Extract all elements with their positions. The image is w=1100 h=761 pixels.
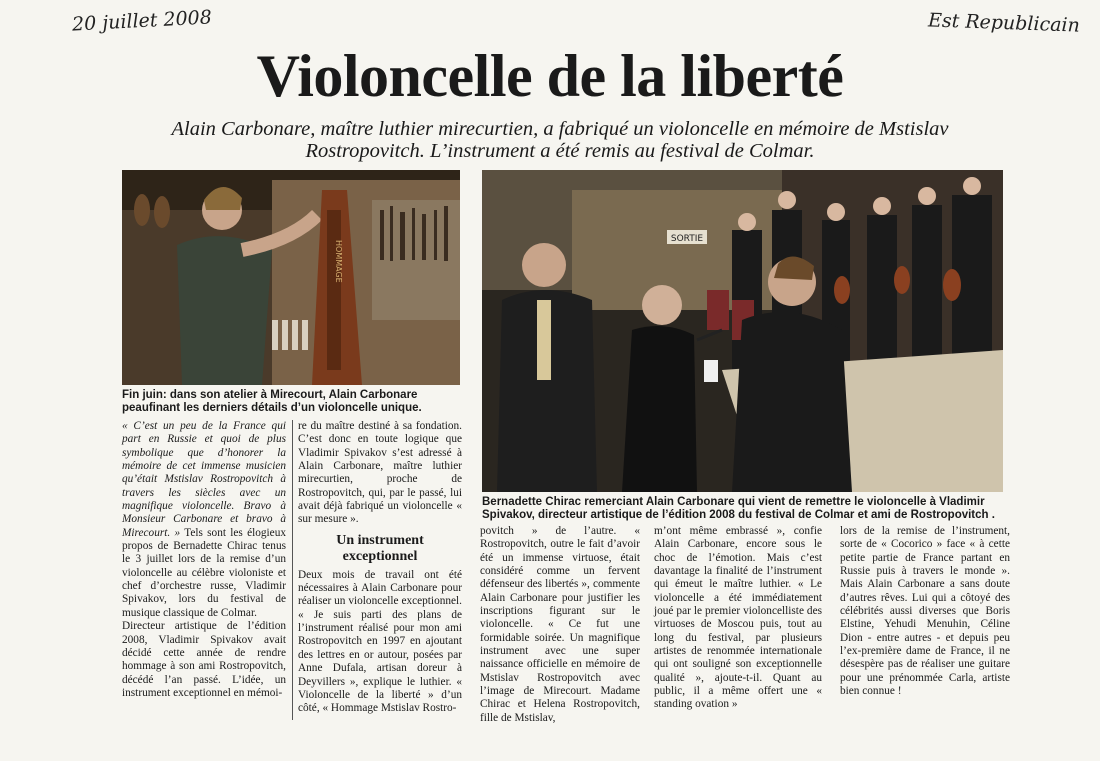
column-divider	[292, 420, 293, 720]
photo1-caption: Fin juin: dans son atelier à Mirecourt, Alain Carbonare peaufinant les derniers détails d’un violoncelle unique.	[122, 389, 422, 414]
column-5: lors de la remise de l’instrument, sorte de « Cocorico » face « à cette petite partie de France partant en Russie puis à travers le monde ». Mais Alain Carbonare a sans doute d’autres rêves. Lui qui a côtoyé des célébrités aussi diverses que Boris Elstine, Yehudi Menuhin, Céline Dion - entre autres - et depuis peu l’ex-première dame de France, il ne désespère pas de réaliser une guitare pour une prénommée Carla, artiste bien connue !	[840, 525, 1010, 698]
svg-text:HOMMAGE: HOMMAGE	[334, 240, 343, 283]
source-annotation: Est Republicain	[927, 9, 1081, 37]
date-annotation: 20 juillet 2008	[71, 6, 213, 36]
photo2-caption: Bernadette Chirac remerciant Alain Carbonare qui vient de remettre le violoncelle à Vladimir Spivakov, directeur artistique de l’édition 2008 du festival de Colmar et ami de Rostropovitch .	[482, 496, 995, 521]
column-4: m’ont même embrassé », confie Alain Carbonare, encore sous le choc de l’émotion. Mais c’est davantage la finalité de l’instrument qui émeut le maître luthier. « Le violoncelle a été immédiatement joué par le premier violoncelliste des virtuoses de Moscou puis, tout au long du festival, par plusieurs artistes de renommée internationale qui ont souligné son exceptionnelle qualité », ajoute-t-il. Quant au public, il a même offert une « standing ovation »	[654, 525, 822, 711]
col1-paragraph-1: Tels sont les élogieux propos de Bernadette Chirac tenus le 3 juillet lors de la remise d’un violoncelle au célèbre violoniste et chef d’orchestre russe, Vladimir Spivakov, lors du festival de musique classique de Colmar.	[122, 526, 286, 619]
headline: Violoncelle de la liberté	[256, 43, 844, 109]
column-2	[298, 420, 462, 716]
column-1	[122, 420, 286, 700]
ceremony-photo	[482, 170, 1003, 492]
exit-sign: SORTIE	[670, 234, 704, 244]
column-3: povitch » de l’autre. « Rostropovitch, outre le fait d’avoir été un immense virtuose, était considéré comme un fervent défenseur des libertés », commente Alain Carbonare pour justifier les inscriptions figurant sur le violoncelle. « Ce fut une formidable soirée. Un magnifique instrument avec une super naissance officielle en mémoire de Mstislav Rostropovitch avec l’image de Mirecourt. Madame Chirac et Helena Rostropovitch, fille de Mstislav,	[480, 525, 640, 724]
opening-quote: « C’est un peu de la France qui part en Russie et quoi de plus symbolique que d’honorer la mémoire de cet immense musicien qu’était Mstislav Rostropovitch à travers les siècles avec un magnifique violoncelle. Bravo à Monsieur Carbonare et bravo à Mirecourt. »	[122, 420, 286, 539]
deck: Alain Carbonare, maître luthier mirecurtien, a fabriqué un violoncelle en mémoire de Mstislav Rostropovitch. L’instrument a été remis au festival de Colmar.	[171, 118, 949, 162]
col2-paragraph-1: re du maître destiné à sa fondation. C’est donc en toute logique que Vladimir Spivakov s’est adressé à Alain Carbonare, maître luthier mirecurtien, proche de Rostropovitch, qui, par le passé, lui avait déjà fabriqué un violoncelle « sur mesure ».	[298, 420, 462, 526]
workshop-photo	[122, 170, 460, 385]
subhead: Un instrument exceptionnel	[336, 532, 424, 564]
col1-paragraph-2: Directeur artistique de l’édition 2008, Vladimir Spivakov avait décidé cette année de rendre hommage à son ami Rostropovitch, décédé l’an passé. L’idée, un instrument exceptionnel en mémoi-	[122, 620, 286, 699]
col2-paragraph-2: Deux mois de travail ont été nécessaires à Alain Carbonare pour réaliser un violoncelle exceptionnel. « Je suis parti des plans de l’instrument réalisé pour mon ami Rostropovitch en 1997 en ajoutant des lettres en or autour, posées par Anne Dufala, artisan doreur à Deyvillers », explique le luthier. « Violoncelle de la liberté » d’un côté, « Hommage Mstislav Rostro-	[298, 568, 462, 715]
